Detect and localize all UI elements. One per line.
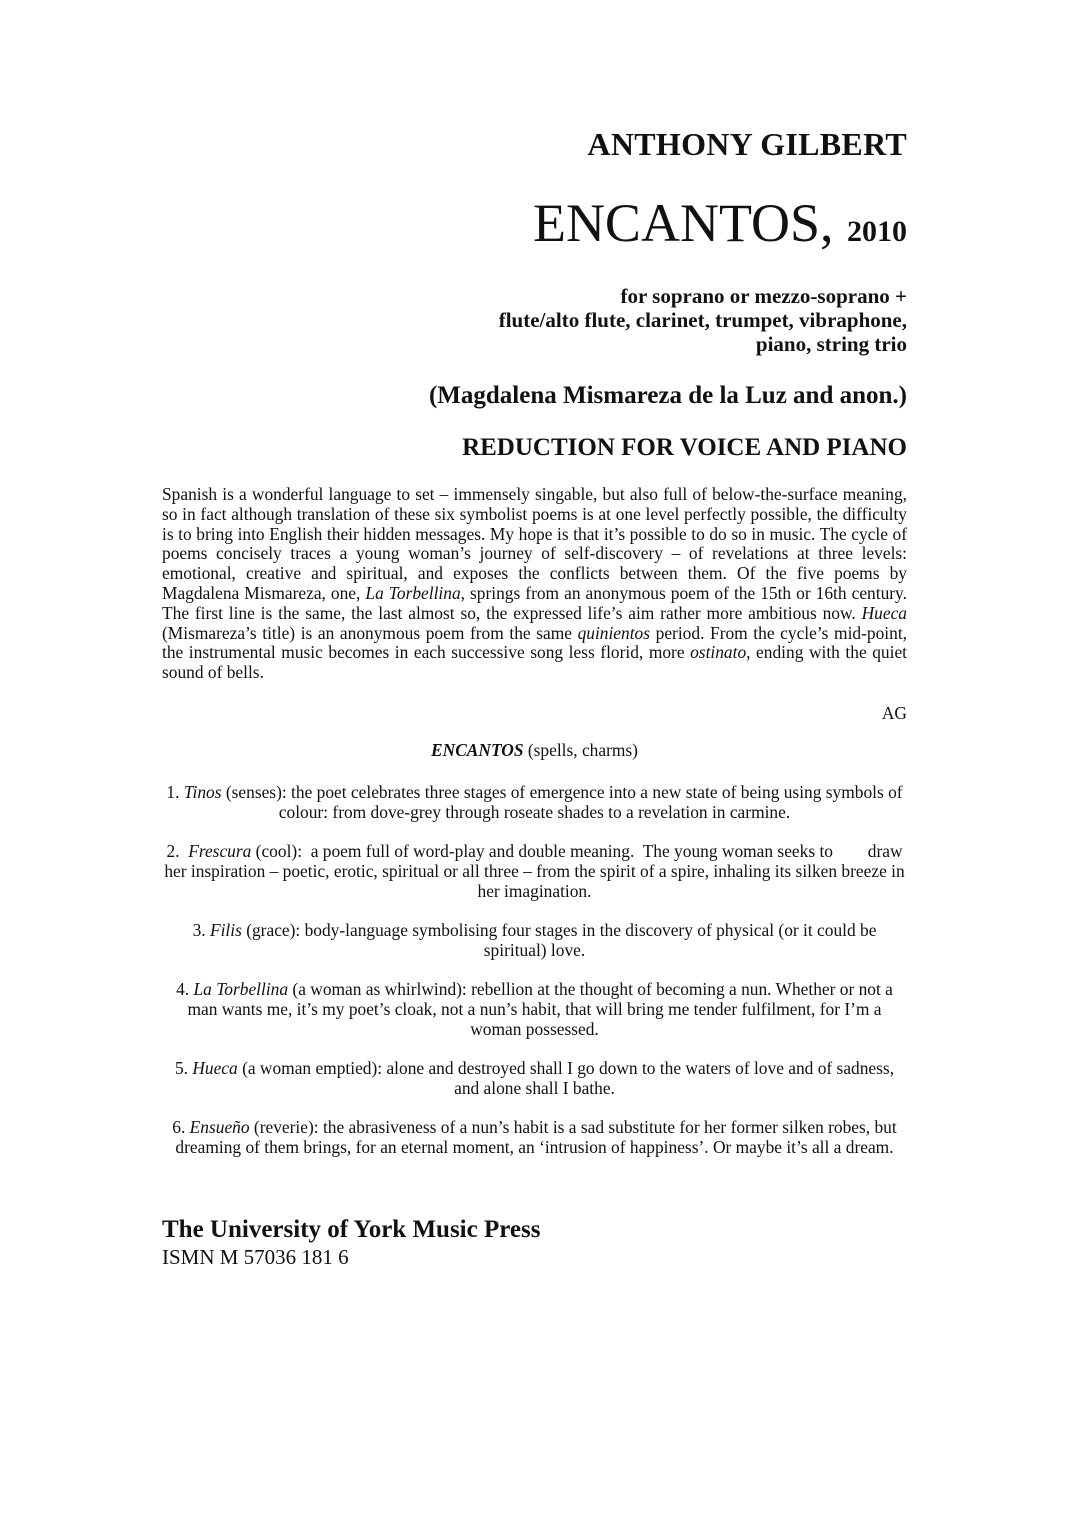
song-number: 5. xyxy=(174,1058,193,1078)
song-name: Ensueño xyxy=(189,1117,250,1137)
edition-heading: REDUCTION FOR VOICE AND PIANO xyxy=(462,434,907,461)
ismn-number: ISMN M 57036 181 6 xyxy=(162,1245,349,1269)
programme-note-text: period. From the cycle’s mid-point, the instrumental music becomes in each successive song less florid, more xyxy=(162,622,907,663)
song-description: (grace): body-language symbolising four stages in the discovery of physical (or it could be spiritual) love. xyxy=(241,920,877,960)
song-name: La Torbellina xyxy=(193,979,289,999)
work-title xyxy=(532,193,907,253)
work-year: 2010 xyxy=(847,215,907,248)
programme-note-italic: quinientos xyxy=(577,622,651,643)
song-description: (a woman emptied): alone and destroyed shall I go down to the waters of love and of sadness, and alone shall I bathe. xyxy=(237,1058,895,1098)
instrumentation-line: flute/alto flute, clarinet, trumpet, vibraphone, xyxy=(498,308,907,332)
song-number: 4. xyxy=(176,979,194,999)
programme-note-italic: Hueca xyxy=(861,602,907,623)
programme-note-text: (Mismareza’s title) is an anonymous poem from the same xyxy=(162,622,578,643)
work-title-text: ENCANTOS, xyxy=(532,193,834,253)
programme-note-text: , ending with the quiet sound of bells. xyxy=(162,642,907,683)
song-list-heading xyxy=(162,740,907,761)
instrumentation xyxy=(499,284,907,356)
programme-note-italic: ostinato xyxy=(690,642,747,663)
programme-note-text: , springs from an anonymous poem of the 15th or 16th century. The first line is the same, the last almost so, the expressed life’s aim rather more ambitious now. xyxy=(162,582,907,623)
poets-credit: (Magdalena Mismareza de la Luz and anon.) xyxy=(428,382,907,409)
song-number: 2. xyxy=(166,841,189,861)
programme-note xyxy=(162,485,907,683)
song-name: Frescura xyxy=(188,841,252,861)
song-number: 1. xyxy=(166,782,184,802)
song-list-heading-gloss: (spells, charms) xyxy=(523,740,638,760)
song-item xyxy=(162,921,907,961)
author-initials: AG xyxy=(881,703,907,723)
song-item xyxy=(162,980,907,1039)
song-name: Tinos xyxy=(183,782,222,802)
song-number: 3. xyxy=(192,920,210,940)
publisher-name: The University of York Music Press xyxy=(162,1216,541,1243)
composer-name: ANTHONY GILBERT xyxy=(587,126,907,162)
song-description: (reverie): the abrasiveness of a nun’s habit is a sad substitute for her former silken robes, but dreaming of them brings, for an eternal moment, an ‘intrusion of happiness’. Or maybe it’s all a dream. xyxy=(175,1117,897,1157)
instrumentation-line: piano, string trio xyxy=(755,332,907,356)
song-description: (a woman as whirlwind): rebellion at the thought of becoming a nun. Whether or not a man wants me, it’s my poet’s cloak, not a nun’s habit, that will bring me tender fulfilment, for I’m a woman possessed. xyxy=(187,979,893,1039)
song-description: (senses): the poet celebrates three stages of emergence into a new state of being using symbols of colour: from dove-grey through roseate shades to a revelation in carmine. xyxy=(221,782,903,822)
song-list-heading-title: ENCANTOS xyxy=(431,740,524,760)
instrumentation-line: for soprano or mezzo-soprano + xyxy=(620,284,907,308)
song-item xyxy=(162,841,910,901)
song-name: Filis xyxy=(209,920,242,940)
song-number: 6. xyxy=(172,1117,190,1137)
song-item xyxy=(162,783,907,823)
song-item xyxy=(162,1118,907,1158)
song-item xyxy=(162,1059,907,1099)
song-name: Hueca xyxy=(192,1058,238,1078)
programme-note-text: Spanish is a wonderful language to set – immensely singable, but also full of below-the-surface meaning, so in fact although translation of these six symbolist poems is at one level perfectly possible, the difficulty is to bring into English their hidden messages. My hope is that it’s possible to do so in music. The cycle of poems concisely traces a young woman’s journey of self-discovery – of revelations at three levels: emotional, creative and spiritual, and exposes the conflicts between them. Of the five poems by Magdalena Mismareza, one, xyxy=(162,484,907,603)
programme-note-italic: La Torbellina xyxy=(365,582,461,603)
song-description: (cool): a poem full of word-play and double meaning. The young woman seeks to draw her inspiration – poetic, erotic, spiritual or all three – from the spirit of a spire, inhaling its silken breeze in her imagination. xyxy=(164,841,910,901)
